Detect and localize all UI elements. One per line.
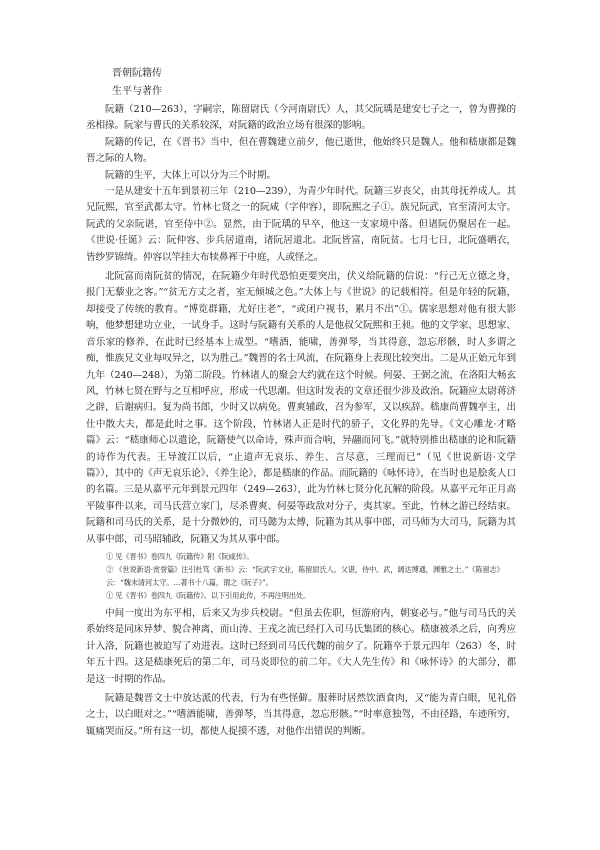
footnote: ① 见《晋书》卷四九《阮籍传》。以下引用此传，不再注明出处。 bbox=[106, 590, 311, 600]
paragraph-stages: 北阮富而南阮贫的情况，在阮籍少年时代恐怕更要突出，伏义给阮籍的信说：“行己无立德之身，报门无藜业之客。”“贫无方丈之者，室无倾城之色。”大体上与《世说》的记载相符。但是年轻的阮籍，却接受了传统的教育。“博览群籍，尤好庄老”，“或闭户视书，累月不出”①。儒家思想对他有很大影响，他梦想建功立业，一试身手。这时与阮籍有关系的人是他叔父阮熙和王昶。他的文学家、思想家、音乐家的修养，在此时已经基本上成型。“嗜酒，能啸，善弹琴，当其得意，忽忘形骸，时人多谓之痴，惟族兄文业每叹异之，以为胜己。”魏晋的名士风流，在阮籍身上表现比较突出。二是从正始元年到九年（240—248），为第二阶段。竹林诸人的聚会大约就在这个时候。何晏、王弼之流，在洛阳大畅玄风，竹林七贤在野与之互相呼应，形成一代思潮。但这时发表的文章还很少涉及政治。阮籍应太尉蒋济之辟，后谢病归。复为尚书郎，少时又以病免。曹爽辅政，召为参军，又以疾辞。嵇康尚曹魏亭主，出仕中散大夫，都是此时之事。这个阶段，竹林诸人正是时代的骄子，文化界的先导。《文心雕龙·才略篇》云：“嵇康师心以遣论，阮籍使气以命诗，殊声而合响，异翮而同飞。”就特别推出嵇康的论和阮籍的诗作为代表。王导渡江以后，“止道声无哀乐、养生、言尽意，三理而已”（见《世说新语·文学篇》），其中的《声无哀乐论》、《养生论》，都是嵇康的作品。而阮籍的《咏怀诗》，在当时也是脍炙人口的名篇。三是从嘉平元年到景元四年（249—263），此为竹林七贤分化瓦解的阶段。从嘉平元年正月高平陵事件以来，司马氏营立家门，尽杀曹爽、何晏等政敌对分子，夷其家。至此，竹林之游已经结束。阮籍和司马氏的关系，是十分微妙的，司马懿为太傅，阮籍为其从事中郎，司马师为大司马，阮籍为其从事中郎，司马昭辅政，阮籍又为其从事中郎。 bbox=[86, 271, 516, 545]
paragraph-periods: 阮籍的生平，大体上可以分为三个时期。 bbox=[105, 169, 276, 181]
footnotes bbox=[86, 550, 516, 602]
document-body bbox=[86, 66, 516, 740]
paragraph-biography: 阮籍的传记，在《晋书》当中，但在曹魏建立前夕，他已逝世，他始终只是魏人。他和嵇康都是魏晋之际的人物。 bbox=[86, 136, 516, 165]
paragraph-character: 阮籍是魏晋文士中放达派的代表，行为有些怪僻。服葬时居然饮酒食肉，又“能为青白眼，见礼俗之士，以白眼对之。”“嗜酒能啸，善弹琴，当其得意，忽忘形骸。”“时率意独驾，不由径路，车迹所穷，辄痛哭而反。”所有这一切，都使人捉摸不透，对他作出错误的判断。 bbox=[86, 693, 516, 737]
paragraph-youth: 一是从建安十五年到景初三年（210—239），为青少年时代。阮籍三岁丧父，由其母抚养成人。其兄阮熙，官至武都太守。竹林七贤之一的阮咸（字仲容），即阮熙之子①。族兄阮武，官至清河太守。阮武的父亲阮谌，官至侍中②。显然，由于阮瑀的早卒，他这一支家境中落。但诸阮仍聚居在一起。《世说·任诞》云：阮仲容、步兵居道南，诸阮居道北。北阮皆富，南阮贫。七月七日，北阮盛晒衣，皆纱罗锦绮。仲容以竿挂大布犊鼻裈于中庭，人或怪之。 bbox=[86, 186, 516, 263]
paragraph-intro: 阮籍（210—263），字嗣宗，陈留尉氏（今河南尉氏）人，其父阮瑀是建安七子之一，曾为曹操的丞相掾。阮家与曹氏的关系较深，对阮籍的政治立场有很深的影响。 bbox=[86, 104, 516, 132]
paragraph-later-years: 中间一度出为东平相，后来又为步兵校尉。“但虽去佐职，恒游府内，朝宴必与。”他与司马氏的关系始终是同床异梦、貌合神离，而山涛、王戎之流已经打入司马氏集团的核心。嵇康被杀之后，向秀应计入洛，阮籍也被迫写了劝进表。这时已经到司马氏代魏的前夕了。阮籍卒于景元四年（263）冬，时年五十四。这是嵇康死后的第二年，司马炎即位的前二年。《大人先生传》和《咏怀诗》的大部分，都是这一时期的作品。 bbox=[86, 607, 516, 685]
footnote: ① 见《晋书》卷四九《阮籍传》附《阮咸传》。 bbox=[106, 551, 254, 561]
document-title: 晋朝阮籍传 bbox=[112, 68, 162, 79]
section-heading: 生平与著作 bbox=[112, 86, 162, 97]
footnote: ② 《世说新语·赏誉篇》注引杜笃《新书》云：“阮武字文业，陈留尉氏人。父谌，侍中。武，阔达博通，渊雅之士。”《陈留志》云：“魏末清河太守。…著书十八篇，谓之《阮子》”。 bbox=[106, 564, 504, 587]
